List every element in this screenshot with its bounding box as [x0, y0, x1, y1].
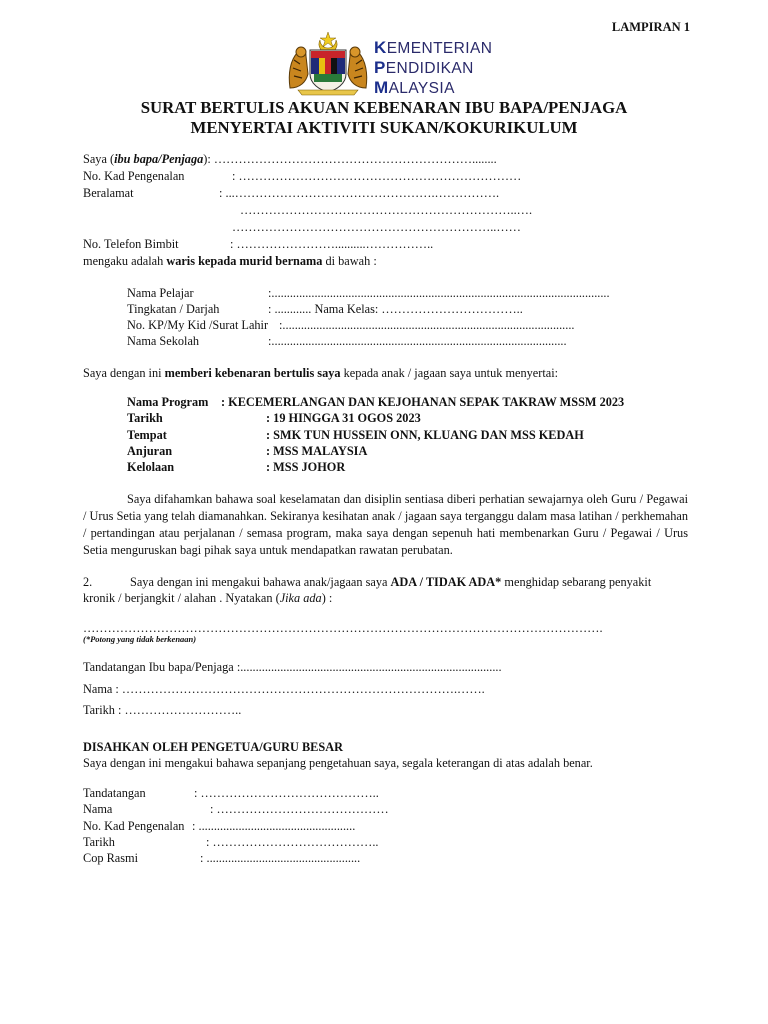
health-declaration: Saya dengan ini mengakui bahawa anak/jagaan saya ADA / TIDAK ADA* menghidap sebarang penyakit	[130, 575, 652, 589]
school-name-field[interactable]: :................................................................................................	[268, 334, 567, 348]
principal-ic-field[interactable]: : ...................................................	[192, 819, 356, 833]
parent-name-signature-field[interactable]: Nama : ……………………………………………………………………….…….	[83, 682, 485, 696]
program-date-value: : 19 HINGGA 31 OGOS 2023	[266, 411, 421, 425]
principal-signature-label: Tandatangan	[83, 786, 146, 800]
parent-address-label: Beralamat	[83, 186, 134, 200]
parent-address-field-3[interactable]: ………………………………………………………..……	[232, 220, 521, 234]
health-item-number: 2.	[83, 575, 93, 589]
parent-ic-field[interactable]: : ……………………………………………………………	[232, 169, 522, 183]
program-organizer-label: Anjuran	[127, 444, 173, 458]
program-venue-label: Tempat	[127, 428, 167, 442]
guardian-statement: mengaku adalah waris kepada murid bernama di bawah :	[83, 254, 377, 268]
parent-ic-label: No. Kad Pengenalan	[83, 169, 185, 183]
principal-date-label: Tarikh	[83, 835, 115, 849]
principal-name-field[interactable]: : ……………………………………	[210, 802, 389, 816]
student-kp-field[interactable]: :...............................................................................................	[279, 318, 575, 332]
student-name-field[interactable]: :..............................................................................................................	[268, 286, 610, 300]
student-form-class-field[interactable]: : ............ Nama Kelas: ……………………………..	[268, 302, 523, 316]
principal-signature-field[interactable]: : ……………………………………..	[194, 786, 379, 800]
program-name-value: : KECEMERLANGAN DAN KEJOHANAN SEPAK TAKRAW MSSM 2023	[221, 395, 625, 409]
coat-of-arms-icon	[284, 30, 372, 96]
document-title-line2: MENYERTAI AKTIVITI SUKAN/KOKURIKULUM	[190, 118, 578, 137]
document-title-line1: SURAT BERTULIS AKUAN KEBENARAN IBU BAPA/PENJAGA	[140, 98, 628, 117]
program-venue-value: : SMK TUN HUSSEIN ONN, KLUANG DAN MSS KEDAH	[266, 428, 584, 442]
understanding-paragraph: Saya difahamkan bahawa soal keselamatan dan disiplin sentiasa diberi perhatian sewajarnya oleh Guru / Pegawai / Urus Setia yang telah diamanahkan. Sekiranya kesihatan anak / jagaan saya terganggu dalam masa latihan / perkhemahan / pertandingan atau perjalanan / semasa program, maka saya dengan sepenuh hati membenarkan Guru / Pegawai / Urus Setia menguruskan bagi pihak saya untuk mendapatkan rawatan perubatan.	[83, 492, 688, 557]
health-declaration-line2: kronik / berjangkit / alahan . Nyatakan (Jika ada) :	[83, 591, 333, 605]
program-manager-value: : MSS JOHOR	[266, 460, 346, 474]
health-details-field[interactable]: ……………………………………………………………………………………………………………….	[83, 621, 603, 635]
parent-name-line: Saya (ibu bapa/Penjaga): ………………………………………………………........	[83, 152, 497, 166]
parent-phone-label: No. Telefon Bimbit	[83, 237, 179, 251]
lampiran-label: LAMPIRAN 1	[611, 20, 690, 34]
parent-signature-field[interactable]: Tandatangan Ibu bapa/Penjaga :.....................................................................................	[83, 660, 502, 674]
principal-name-label: Nama	[83, 802, 113, 816]
principal-date-field[interactable]: : …………………………………..	[206, 835, 379, 849]
parent-date-field[interactable]: Tarikh : ………………………..	[83, 703, 242, 717]
permission-statement: Saya dengan ini memberi kebenaran bertulis saya kepada anak / jagaan saya untuk menyertai:	[83, 366, 559, 380]
program-organizer-value: : MSS MALAYSIA	[266, 444, 368, 458]
school-name-label: Nama Sekolah	[127, 334, 200, 348]
principal-ic-label: No. Kad Pengenalan	[83, 819, 185, 833]
student-kp-label: No. KP/My Kid /Surat Lahir	[127, 318, 269, 332]
student-name-label: Nama Pelajar	[127, 286, 194, 300]
program-manager-label: Kelolaan	[127, 460, 175, 474]
official-stamp-field[interactable]: : ..................................................	[200, 851, 361, 865]
ministry-wordmark: KEMENTERIAN PENDIDIKAN MALAYSIA	[374, 38, 493, 97]
parent-address-field-1[interactable]: : ...………………………………………….…………….	[219, 186, 500, 200]
parent-phone-field[interactable]: : ……………………..........……………..	[230, 237, 434, 251]
program-date-label: Tarikh	[127, 411, 163, 425]
student-form-label: Tingkatan / Darjah	[127, 302, 220, 316]
program-name-label: Nama Program	[127, 395, 209, 409]
parent-address-field-2[interactable]: …………………………………………………………..….	[240, 203, 533, 217]
principal-statement: Saya dengan ini mengakui bahawa sepanjang pengetahuan saya, segala keterangan di atas adalah benar.	[83, 756, 593, 770]
strike-note: (*Potong yang tidak berkenaan)	[83, 634, 197, 644]
principal-heading: DISAHKAN OLEH PENGETUA/GURU BESAR	[83, 740, 343, 754]
official-stamp-label: Cop Rasmi	[83, 851, 138, 865]
